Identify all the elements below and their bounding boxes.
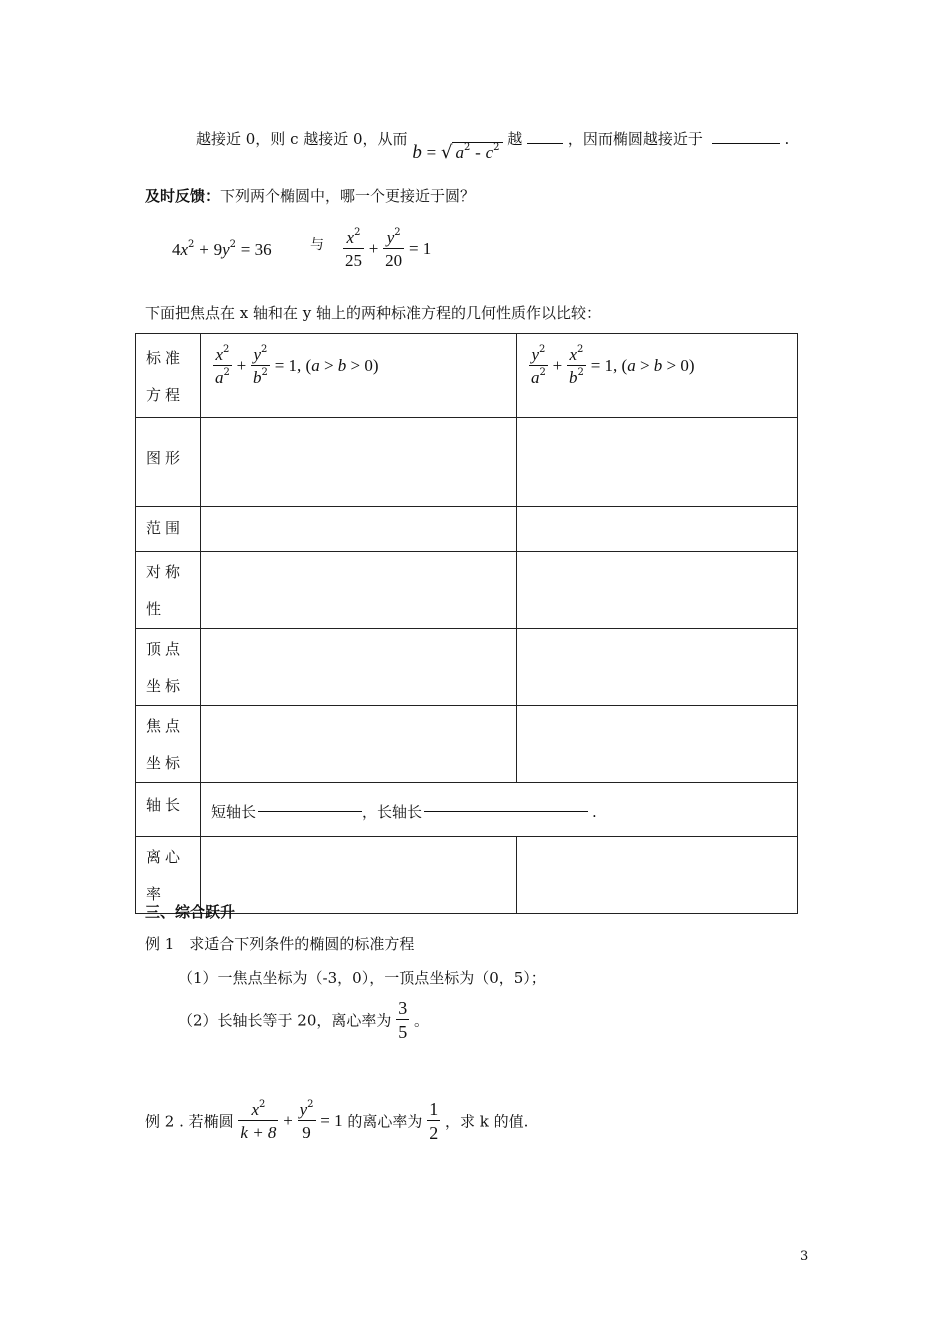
row-symmetry: [136, 552, 798, 629]
header-standard-equation: 标准方程: [136, 334, 201, 418]
cell-focus-right[interactable]: [517, 706, 798, 783]
short-axis-blank[interactable]: [258, 811, 362, 812]
row-standard-equation: [136, 334, 798, 418]
cell-axis: 短轴长 ，长轴长 .: [201, 783, 798, 837]
equation-2: $\frac{x^2}{25}$ + $\frac{y^2}{20}$ = 1: [345, 227, 432, 270]
blank-2[interactable]: [712, 143, 780, 144]
cell-ecc-right[interactable]: [517, 837, 798, 914]
example-1-title: 例 1 求适合下列条件的椭圆的标准方程: [145, 935, 415, 953]
line-1-prefix: 越接近 0，则 c 越接近 0，从而: [196, 130, 408, 148]
cell-graph-left[interactable]: [201, 418, 517, 507]
cell-symmetry-right[interactable]: [517, 552, 798, 629]
cell-left-equation: $\frac{x^2}{a^2}$ + $\frac{y^2}{b^2}$ = 1, (a > b > 0): [201, 334, 517, 418]
properties-table: [135, 333, 798, 914]
row-graph: [136, 418, 798, 507]
axis-short-label: 短轴长: [211, 803, 257, 821]
feedback-text: 下列两个椭圆中，哪一个更接近于圆？: [220, 187, 476, 205]
cell-vertex-left[interactable]: [201, 629, 517, 706]
equation-1: $4x^2 + 9y^2 = 36$: [172, 239, 272, 259]
cell-right-equation: $\frac{y^2}{a^2}$ + $\frac{x^2}{b^2}$ = 1, (a > b > 0): [517, 334, 798, 418]
cell-range-right[interactable]: [517, 507, 798, 552]
header-eccentricity: 离心率: [136, 837, 201, 914]
example-2: 例 2 . 若椭圆 $\frac{x^2}{k + 8}$ + $\frac{y^2}{9}$ = 1 的离心率为 $\frac{1}{2}$ ，求 k 的值.: [145, 1099, 529, 1143]
sqrt-radical: √: [441, 142, 453, 163]
fraction-y2: $\frac{y^2}{9}$: [299, 1099, 314, 1142]
cell-focus-left[interactable]: [201, 706, 517, 783]
compare-intro: 下面把焦点在 x 轴和在 y 轴上的两种标准方程的几何性质作以比较：: [145, 304, 602, 322]
fraction-three-fifths: $\frac{3}{5}$: [398, 998, 408, 1042]
page-number: 3: [800, 1249, 809, 1264]
header-axis: 轴长: [136, 783, 201, 837]
row-focus: [136, 706, 798, 783]
fraction-x2: $\frac{x^2}{k + 8}$: [240, 1099, 277, 1142]
b-sqrt-expression: b = √ $a^2 - c^2$: [412, 142, 502, 164]
header-graph: 图形: [136, 418, 201, 507]
cell-range-left[interactable]: [201, 507, 517, 552]
line-1-mid2: ，因而椭圆越接近于: [567, 130, 703, 148]
cell-ecc-left[interactable]: [201, 837, 517, 914]
example-1-condition-1: （1）一焦点坐标为（-3，0），一顶点坐标为（0，5）；: [178, 969, 546, 987]
blank-1[interactable]: [527, 143, 563, 144]
cell-graph-right[interactable]: [517, 418, 798, 507]
cell-symmetry-left[interactable]: [201, 552, 517, 629]
feedback-line: [145, 185, 475, 206]
fraction-one-half: $\frac{1}{2}$: [429, 1099, 439, 1143]
header-range: 范围: [136, 507, 201, 552]
yu-connector: 与: [310, 237, 324, 253]
header-vertex: 顶点坐标: [136, 629, 201, 706]
example-1-condition-2: （2）长轴长等于 20，离心率为 $\frac{3}{5}$ 。: [178, 998, 429, 1042]
section-3-heading: 三、综合跃升: [145, 903, 236, 921]
row-axis: [136, 783, 798, 837]
header-focus: 焦点坐标: [136, 706, 201, 783]
cell-vertex-right[interactable]: [517, 629, 798, 706]
header-symmetry: 对称性: [136, 552, 201, 629]
row-vertex: [136, 629, 798, 706]
feedback-label: 及时反馈：: [145, 187, 221, 205]
row-range: [136, 507, 798, 552]
line-1-mid: 越: [507, 130, 523, 148]
long-axis-blank[interactable]: [424, 811, 588, 812]
line-1: 越接近 0，则 c 越接近 0，从而 b = √ $a^2 - c^2$ 越 ，因而椭圆越接近于 .: [196, 130, 790, 163]
axis-long-label: ，长轴长: [362, 803, 423, 821]
